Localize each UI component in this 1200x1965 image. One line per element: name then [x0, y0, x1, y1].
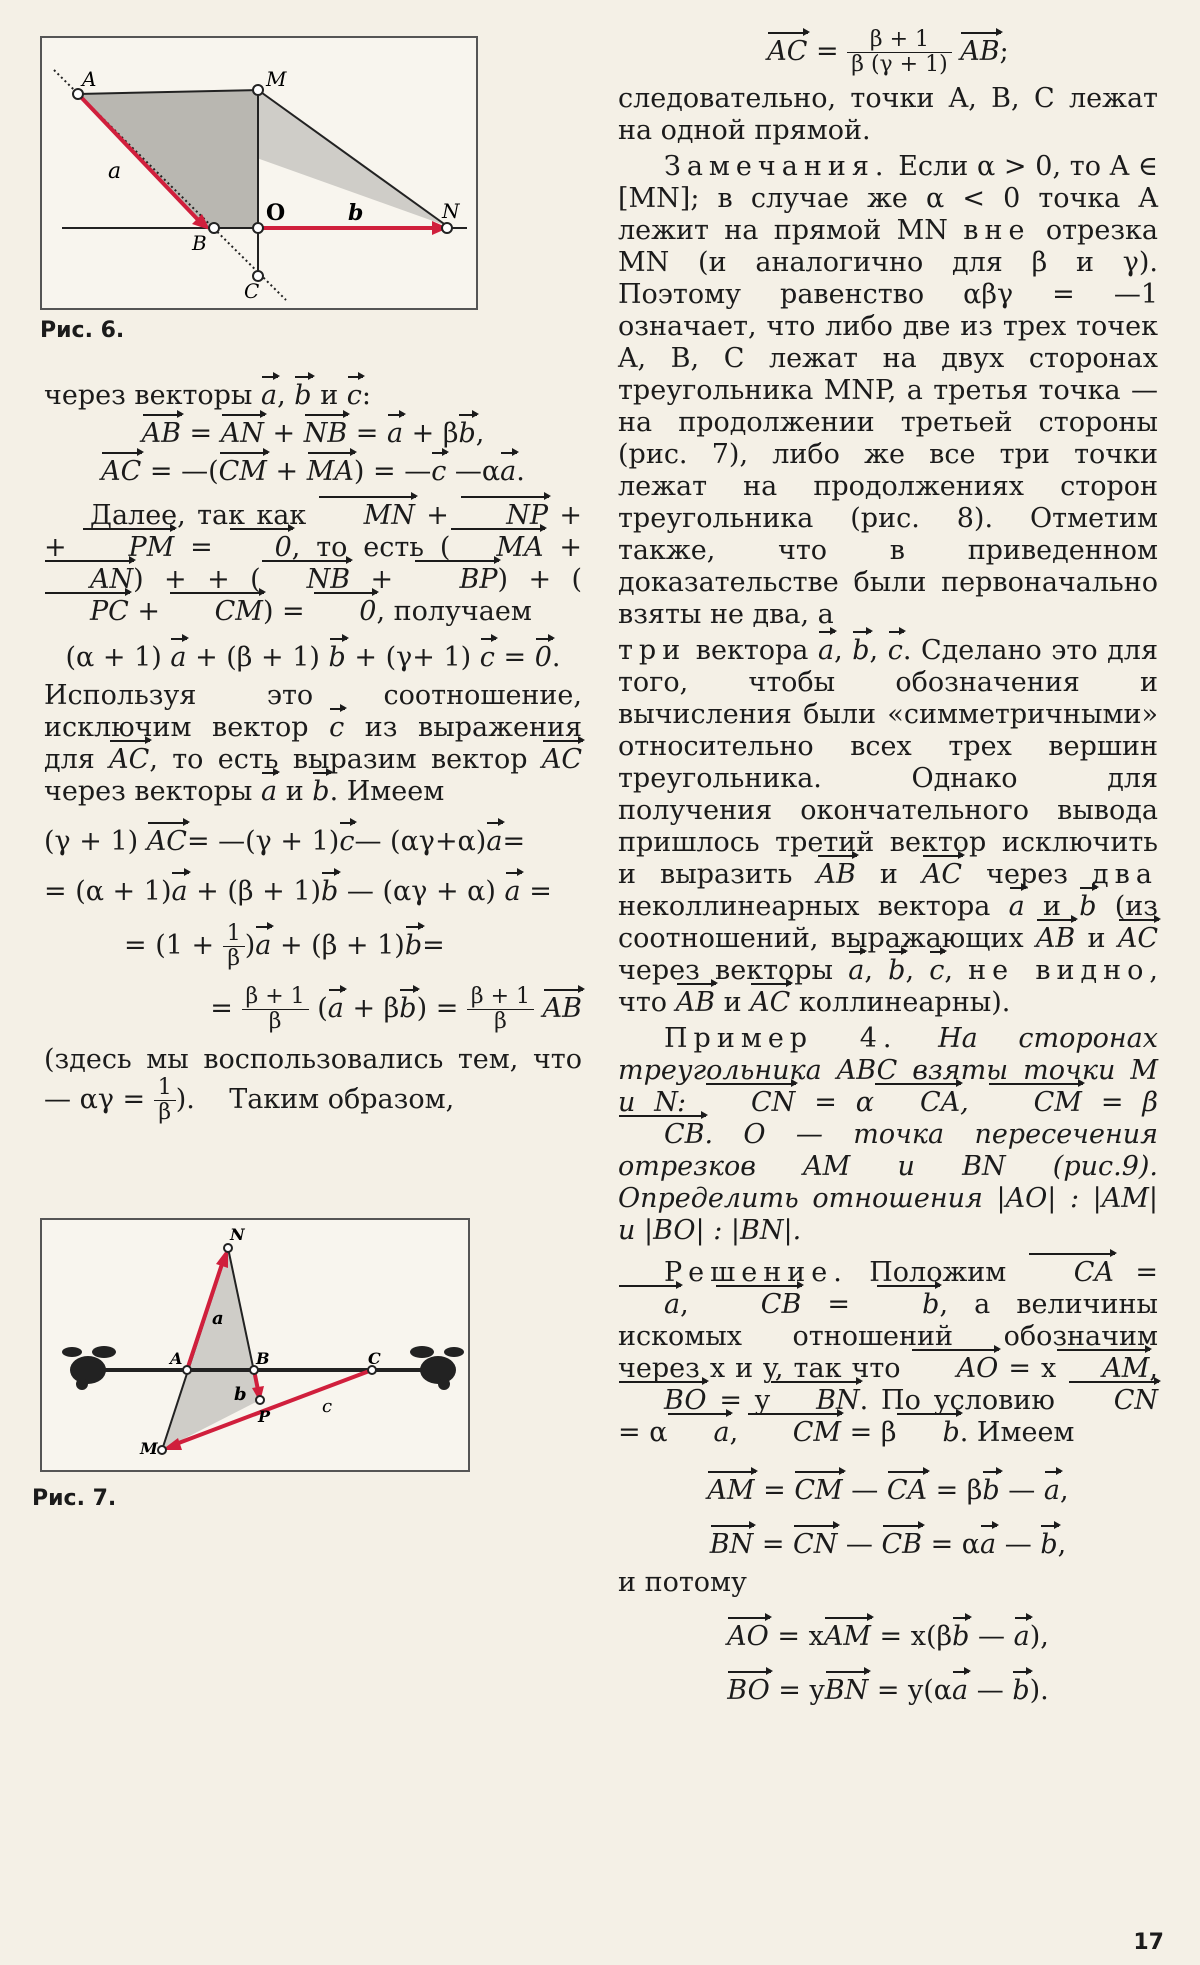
equation-ao: AO = xAM = x(βb — a),	[727, 1621, 1049, 1652]
figure-7-caption: Рис. 7.	[32, 1486, 117, 1511]
point-m7	[158, 1446, 166, 1454]
paragraph-further: Далее, так как MN + NP + + PM = 0, то есть ( MA + AN) + + ( NB + BP) + (PC + CM) = 0, получаем	[44, 500, 583, 627]
left-column	[44, 380, 582, 1129]
point-a7	[183, 1366, 191, 1374]
label-o-point: O	[266, 200, 286, 226]
label-b-point: B	[192, 231, 207, 255]
equation-am: AM = CM — CA = βb — a,	[707, 1475, 1069, 1506]
point-b	[209, 223, 219, 233]
label-vector-b7: b	[234, 1384, 247, 1405]
label-vector-a: a	[108, 159, 122, 184]
equation-bo: BO = yBN = y(αa — b).	[727, 1675, 1049, 1706]
equation-ac: AC = —(CM + MA) = —c —αa.	[101, 456, 525, 487]
figure-6-drawing	[42, 38, 476, 308]
label-c7: C	[368, 1349, 381, 1368]
label-c-point: C	[244, 279, 260, 303]
intro-line: через векторы a, b и c:	[44, 380, 372, 411]
point-n7	[224, 1244, 232, 1252]
figure-6	[40, 36, 478, 310]
and-thus-line: и потому	[618, 1567, 747, 1598]
label-p7: P	[258, 1407, 271, 1426]
equation-ab: AB = AN + NB = a + βb,	[141, 418, 485, 449]
label-m7: M	[140, 1439, 158, 1458]
equation-ac-line-2: = (α + 1)a + (β + 1)b — (αγ + α) a =	[44, 876, 552, 907]
label-a-point: A	[82, 67, 97, 91]
paragraph-solution: Решение. Положим CA = a, CB = b, а величины искомых отношений обозначим через x и y, так что AO = x AM, BO = y BN. По условию CN = α a, CM = β b. Имеем	[618, 1257, 1159, 1448]
figure-7-drawing	[42, 1220, 468, 1470]
paragraph-here: (здесь мы воспользовались тем, что — αγ = $\frac{1}{\beta}$ ). Таким образом,	[44, 1044, 582, 1125]
equation-ac-line-4: = $\frac{\beta + 1}{\beta}$ (a + βb) = $\frac{\beta + 1}{\beta}$ AB	[210, 984, 582, 1034]
paragraph-remarks: Замечания. Если α > 0, то A ∈ [MN]; в случае же α < 0 точка A лежит на прямой MN вне отрезка MN (и аналогично для β и γ). Поэтому равенство αβγ = —1 означает, что либо две из трех точек A, B, C лежат на двух сторонах треугольника MNP, а третья точка — на продолжении третьей стороны (рис. 7), либо же все три точки лежат на продолжениях сторон треугольника (рис. 8). Отметим также, что в приведенном доказательстве были первоначально взяты не два, а	[618, 151, 1159, 630]
figure-7	[40, 1218, 470, 1472]
triangle-shade	[78, 90, 258, 228]
equation-ac-line-1: (γ + 1) AC= —(γ + 1)c— (αγ+α)a=	[44, 826, 526, 857]
paragraph-three-vectors: три вектора a, b, c. Сделано это для того, чтобы обозначения и вычисления были «симметричными» относительно всех трех вершин треугольника. Однако для получения окончательного вывода пришлось третий вектор исключить и выразить AB и AC через два неколлинеарных вектора a и b (из соотношений, выражающих AB и AC через векторы a, b, c, не видно, что AB и AC коллинеарны).	[618, 635, 1159, 1018]
point-m	[253, 85, 263, 95]
point-p7	[256, 1396, 264, 1404]
label-vector-b: b	[348, 200, 364, 226]
point-o	[253, 223, 263, 233]
equation-ac-line-3: = (1 + $\frac{1}{\beta}$ )a + (β + 1)b=	[124, 921, 445, 971]
label-m-point: M	[266, 67, 287, 91]
page-number: 17	[1133, 1930, 1164, 1955]
paragraph-example-4: Пример 4. На сторонах треугольника ABC взяты точки M и N: CN = α CA, CM = βCB. O — точка пересечения отрезков AM и BN (рис.9). Определить отношения |AO| : |AM| и |BO| : |BN|.	[618, 1023, 1159, 1246]
right-column	[618, 28, 1158, 1713]
equation-bn: BN = CN — CB = αa — b,	[709, 1529, 1067, 1560]
paragraph-using: Используя это соотношение, исключим вектор c из выражения для AC, то есть выразим вектор AC через векторы a и b. Имеем	[44, 680, 582, 807]
label-vector-a7: a	[212, 1308, 224, 1329]
label-a7: A	[170, 1349, 183, 1368]
paragraph-consequently: следовательно, точки A, B, C лежат на одной прямой.	[618, 83, 1158, 146]
figure-6-caption: Рис. 6.	[40, 318, 125, 343]
label-n-point: N	[442, 199, 460, 223]
label-n7: N	[230, 1225, 245, 1244]
point-n	[442, 223, 452, 233]
label-vector-c7: c	[322, 1396, 333, 1417]
label-b7: B	[256, 1349, 270, 1368]
equation-sum-zero: (α + 1) a + (β + 1) b + (γ+ 1) c = 0.	[65, 642, 561, 673]
equation-ac-result: AC = $\frac{\beta + 1}{\beta (\gamma + 1)}$ AB;	[767, 27, 1009, 77]
